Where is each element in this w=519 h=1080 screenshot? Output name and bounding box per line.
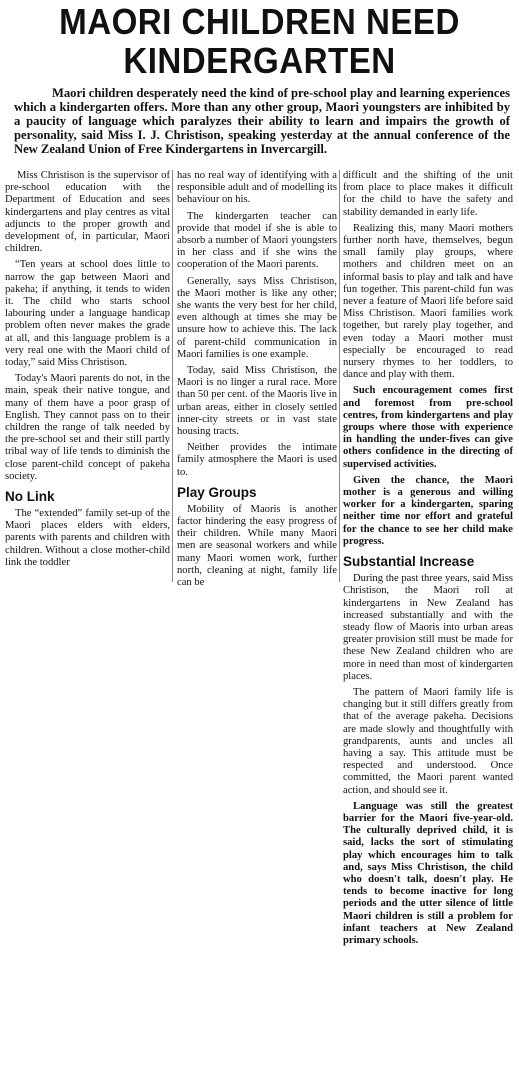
subheading-no-link: No Link — [5, 489, 55, 505]
paragraph: The kindergarten teacher can provide that model if she is able to absorb a number of Maori youngsters in her class and if she wins the cooperation of the Maori parents. — [177, 210, 337, 271]
headline-line-1: MAORI CHILDREN NEED — [59, 1, 460, 42]
paragraph: During the past three years, said Miss Christison, the Maori roll at kindergartens in New Zealand has increased substantially and with the steady flow of Maoris into urban areas greater provision still must be made for these New Zealand children who are more in need than most of kindergarten places. — [343, 573, 513, 682]
subheading-play-groups: Play Groups — [177, 484, 257, 500]
paragraph: Mobility of Maoris is another factor hindering the easy progress of their children. While many Maori men are seasonal workers and while many Maori women work, further north, cleaning at night, family life can be — [177, 503, 337, 589]
column-rule-1 — [172, 170, 173, 582]
paragraph: The “extended” family set-up of the Maori places elders with elders, parents with parents and children with children. Without a close mother-child link the toddler — [5, 508, 170, 568]
paragraph: Realizing this, many Maori mothers further north have, themselves, begun small family play groups, where mothers and children meet on an informal basis to play and talk and have fun together. This parent-child fun was never a feature of Maori life before said Miss Christison. Maori families work together, but rarely play together, and even today a Maori mother must especially be encouraged to read nursery rhymes to her toddlers, to dance and play with them. — [343, 222, 513, 381]
paragraph: “Ten years at school does little to narrow the gap between Maori and pakeha; if anything, it tends to widen it. The child who starts school labouring under a language handicap problem often never makes the grade at all, and this language problem is a very real one with the Maori child of today,” said Miss Christison. — [5, 259, 170, 369]
paragraph: Such encouragement comes first and foremost from pre-school centres, from kindergartens and play groups where those with experience in handling the under-fives can give others confidence in the directing of supervised activities. — [343, 385, 513, 470]
headline-line-2: KINDERGARTEN — [123, 40, 396, 81]
paragraph: Generally, says Miss Christison, the Maori mother is like any other; she wants the very best for her child, even although at times she may be unsure how to achieve this. The lack of parent-child communication in Maori families is one example. — [177, 275, 337, 360]
column-rule-2 — [339, 170, 340, 582]
paragraph: has no real way of identifying with a responsible adult and of modelling its behaviour on his. — [177, 170, 337, 206]
paragraph: The pattern of Maori family life is changing but it still differs greatly from that of the average pakeha. Decisions are made slowly and thoughtfully with grandparents, aunts and uncles all having a say. This attitude must be respected and understood. Once committed, the Maori parent wanted action, and should see it. — [343, 686, 513, 796]
paragraph: Given the chance, the Maori mother is a generous and willing worker for a kindergarten, sparing neither time nor effort and grateful for the chance to see her child make progress. — [343, 474, 513, 547]
column-1 — [5, 170, 170, 573]
paragraph: difficult and the shifting of the unit from place to place makes it difficult for the child to have the safety and stability demanded in early life. — [343, 170, 513, 218]
headline — [21, 2, 498, 80]
paragraph: Language was still the greatest barrier for the Maori five-year-old. The culturally deprived child, it is said, lacks the sort of stimulating play which encourages him to talk and, says Miss Christison, the child who doesn't talk, doesn't play. He tends to become inactive for long periods and the utter silence of little Maori children is still a problem for infant teachers at New Zealand primary schools. — [343, 800, 513, 946]
paragraph: Today's Maori parents do not, in the main, speak their native tongue, and many of them have a poor grasp of English. They cannot pass on to their children the range of talk needed by the pre-school set and their still partly tribal way of life tends to diminish the close parent-child concept of pakeha society. — [5, 373, 170, 482]
intro-paragraph: Maori children desperately need the kind of pre-school play and learning experiences which a kindergarten offers. More than any other group, Maori youngsters are inhibited by a paucity of language which paralyzes their ability to learn and impairs the growth of personality, said Miss I. J. Christison, speaking yesterday at the annual conference of the New Zealand Union of Free Kindergartens in Invercargill. — [14, 86, 510, 156]
paragraph: Miss Christison is the supervisor of pre-school education with the Department of Education and sees kindergartens and play centres as vital adjuncts to the proper growth and development of, in particular, Maori children. — [5, 170, 170, 255]
column-2 — [177, 170, 337, 593]
paragraph: Today, said Miss Christison, the Maori is no linger a rural race. More than 50 per cent. of the Maoris live in urban areas, either in closely settled inner-city streets or in vast state housing tracts. — [177, 365, 337, 438]
subheading-substantial-increase: Substantial Increase — [343, 554, 475, 570]
column-3 — [343, 170, 513, 951]
paragraph: Neither provides the intimate family atmosphere the Maori is used to. — [177, 442, 337, 478]
